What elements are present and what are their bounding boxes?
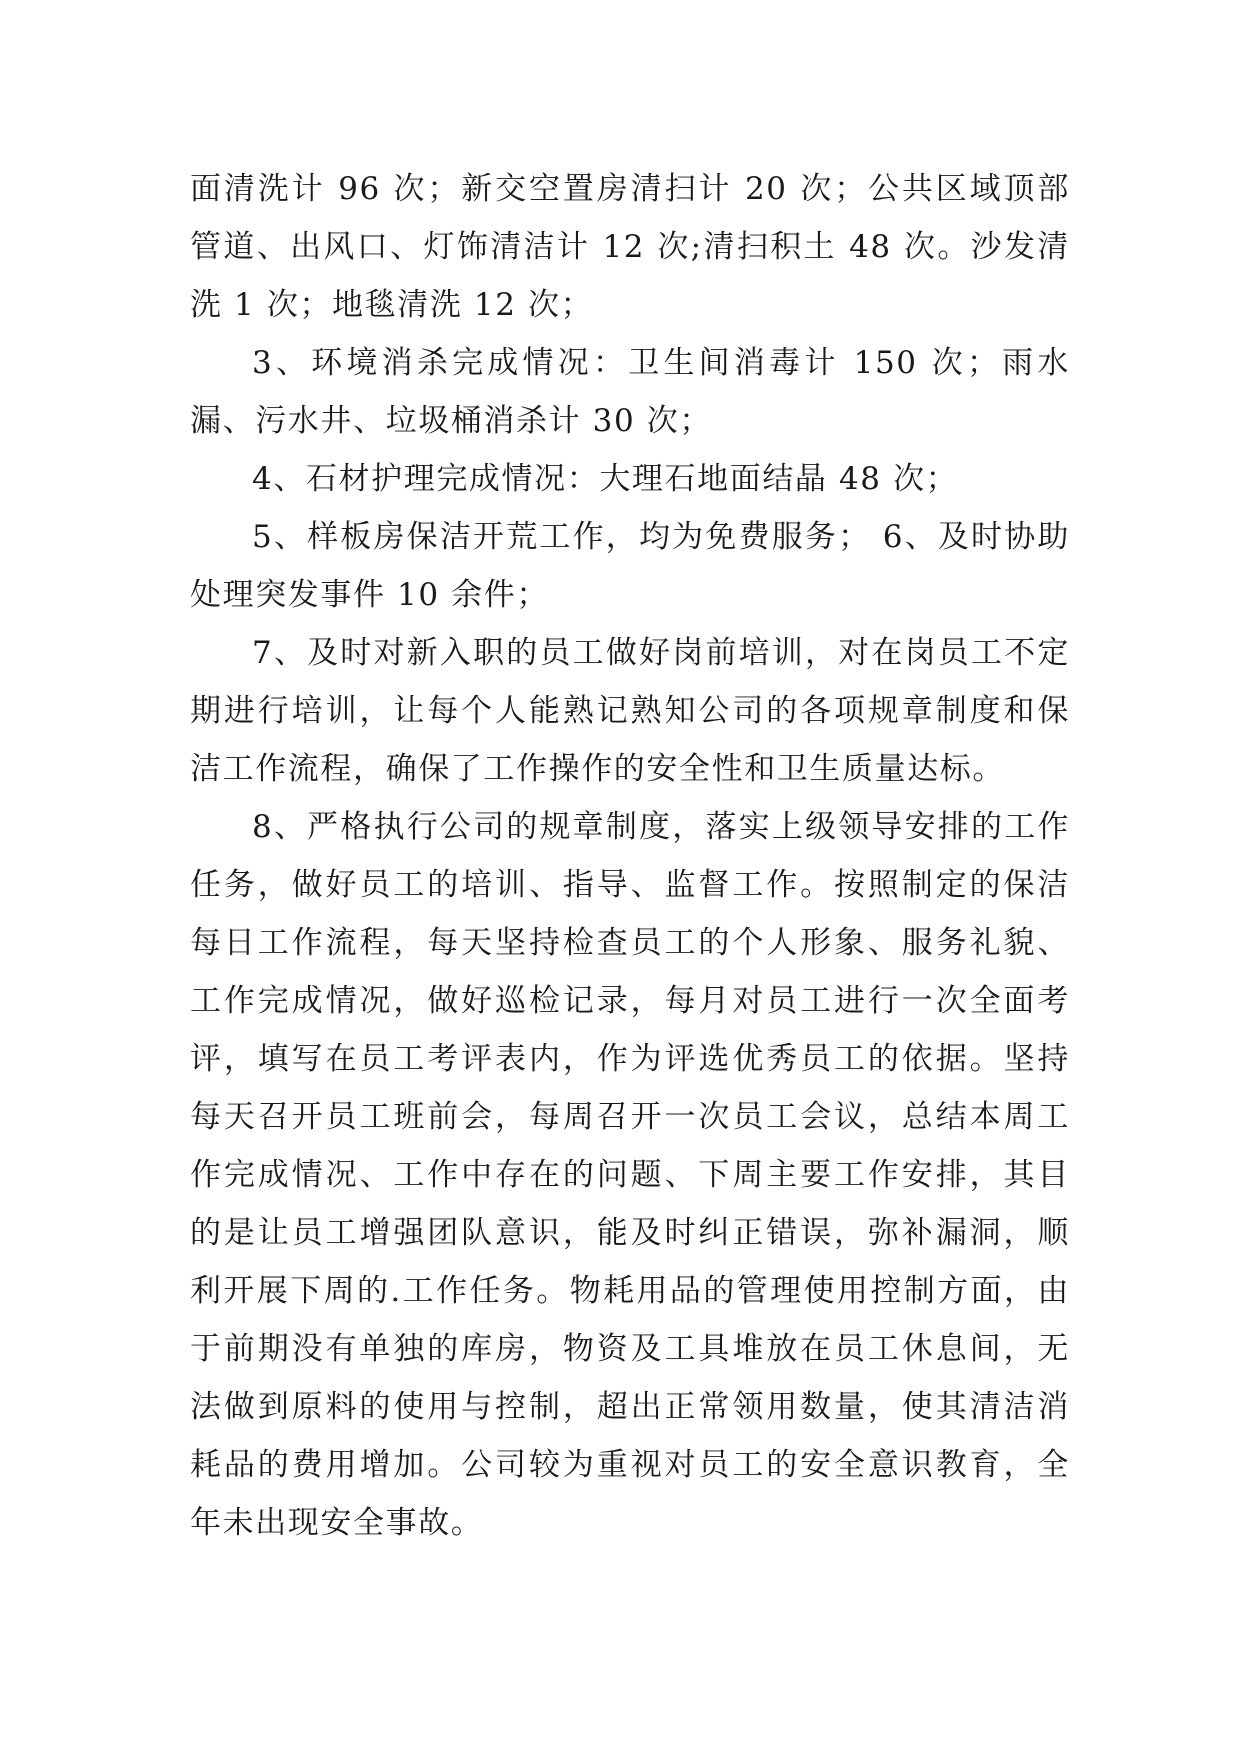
paragraph-disinfection: 3、环境消杀完成情况：卫生间消毒计 150 次；雨水漏、污水井、垃圾桶消杀计 30 次； [190,345,1070,439]
paragraph-model-house: 5、样板房保洁开荒工作，均为免费服务； 6、及时协助处理突发事件 10 余件； [190,519,1070,613]
document-body [190,160,1070,1552]
paragraph-stone-care: 4、石材护理完成情况：大理石地面结晶 48 次； [252,461,959,497]
paragraph-cleaning-stats: 面清洗计 96 次；新交空置房清扫计 20 次；公共区域顶部管道、出风口、灯饰清洁计 12 次;清扫积土 48 次。沙发清洗 1 次；地毯清洗 12 次； [190,171,1070,323]
paragraph-training: 7、及时对新入职的员工做好岗前培训，对在岗员工不定期进行培训，让每个人能熟记熟知公司的各项规章制度和保洁工作流程，确保了工作操作的安全性和卫生质量达标。 [190,635,1070,787]
paragraph-regulations: 8、严格执行公司的规章制度，落实上级领导安排的工作任务，做好员工的培训、指导、监督工作。按照制定的保洁每日工作流程，每天坚持检查员工的个人形象、服务礼貌、工作完成情况，做好巡检记录，每月对员工进行一次全面考评，填写在员工考评表内，作为评选优秀员工的依据。坚持每天召开员工班前会，每周召开一次员工会议，总结本周工作完成情况、工作中存在的问题、下周主要工作安排，其目的是让员工增强团队意识，能及时纠正错误，弥补漏洞，顺利开展下周的.工作任务。物耗用品的管理使用控制方面，由于前期没有单独的库房，物资及工具堆放在员工休息间，无法做到原料的使用与控制，超出正常领用数量，使其清洁消耗品的费用增加。公司较为重视对员工的安全意识教育，全年未出现安全事故。 [190,809,1070,1541]
